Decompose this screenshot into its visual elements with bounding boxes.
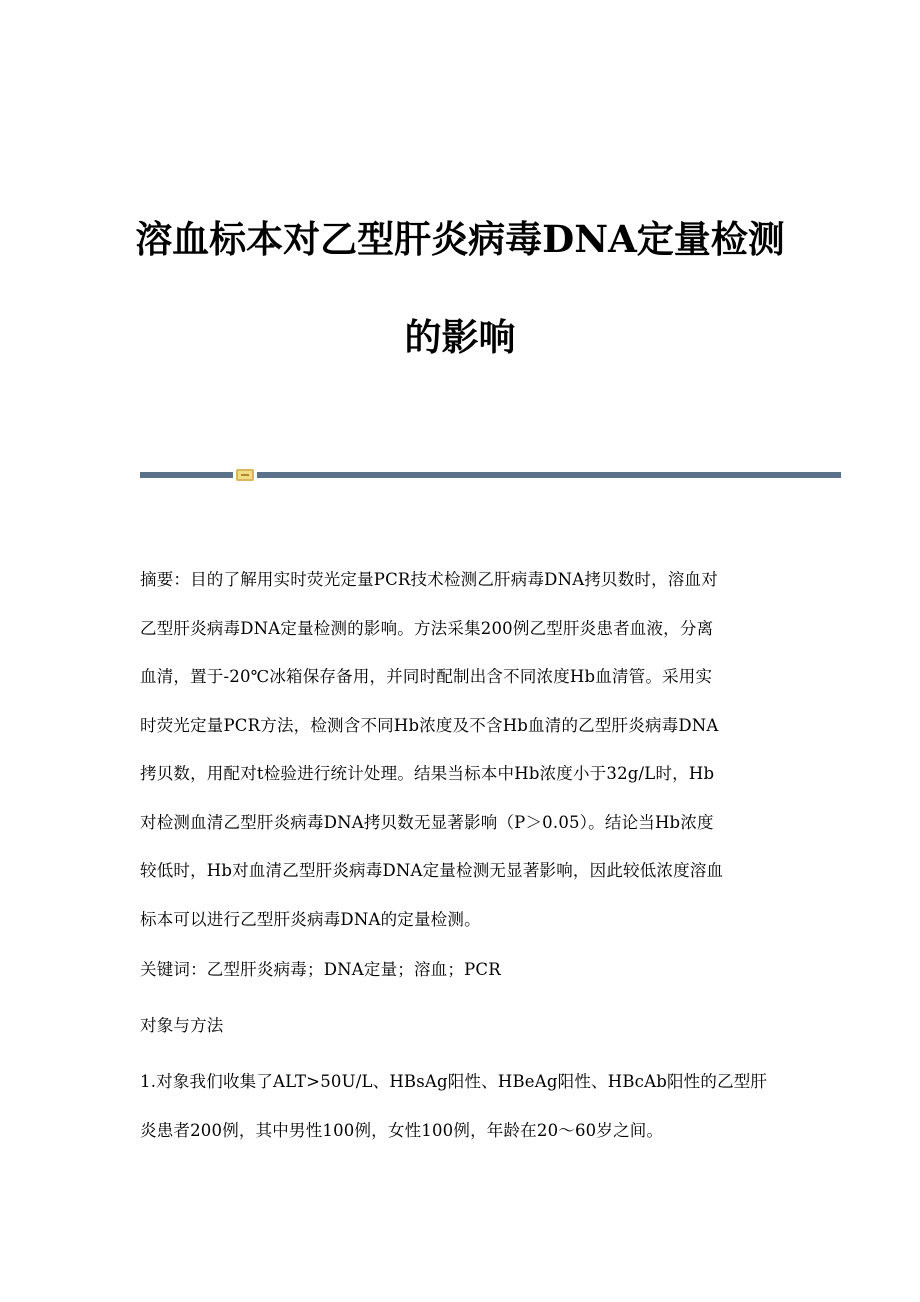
abstract-line: 拷贝数，用配对t检验进行统计处理。结果当标本中Hb浓度小于32g/L时，Hb bbox=[140, 764, 715, 783]
section-heading-subjects-methods: 对象与方法 bbox=[140, 1016, 224, 1035]
abstract-line: 较低时，Hb对血清乙型肝炎病毒DNA定量检测无显著影响，因此较低浓度溶血 bbox=[140, 861, 724, 880]
subjects-line: 炎患者200例，其中男性100例，女性100例，年龄在20～60岁之间。 bbox=[140, 1120, 664, 1140]
abstract-line: 摘要：目的了解用实时荧光定量PCR技术检测乙肝病毒DNA拷贝数时，溶血对 bbox=[140, 570, 718, 589]
abstract-paragraph bbox=[140, 556, 785, 944]
divider-bar-right bbox=[257, 472, 841, 478]
abstract-line: 标本可以进行乙型肝炎病毒DNA的定量检测。 bbox=[140, 909, 481, 929]
subjects-line: 1.对象我们收集了ALT>50U/L、HBsAg阳性、HBeAg阳性、HBcAb阳性的乙型肝 bbox=[140, 1072, 768, 1091]
divider-bar-left bbox=[140, 472, 233, 478]
title-divider bbox=[140, 469, 841, 481]
abstract-line: 对检测血清乙型肝炎病毒DNA拷贝数无显著影响（P＞0.05）。结论当Hb浓度 bbox=[140, 812, 714, 832]
abstract-line: 乙型肝炎病毒DNA定量检测的影响。方法采集200例乙型肝炎患者血液，分离 bbox=[140, 618, 714, 638]
abstract-line: 时荧光定量PCR方法，检测含不同Hb浓度及不含Hb血清的乙型肝炎病毒DNA bbox=[140, 715, 719, 735]
document-title-line-2: 的影响 bbox=[404, 315, 516, 359]
keywords: 关键词：乙型肝炎病毒；DNA定量；溶血；PCR bbox=[140, 960, 501, 979]
divider-ornament-icon bbox=[236, 469, 254, 481]
abstract-line: 血清，置于-20℃冰箱保存备用，并同时配制出含不同浓度Hb血清管。采用实 bbox=[140, 667, 713, 686]
document-title-line-1: 溶血标本对乙型肝炎病毒DNA定量检测 bbox=[135, 217, 785, 261]
subjects-paragraph bbox=[140, 1058, 785, 1155]
